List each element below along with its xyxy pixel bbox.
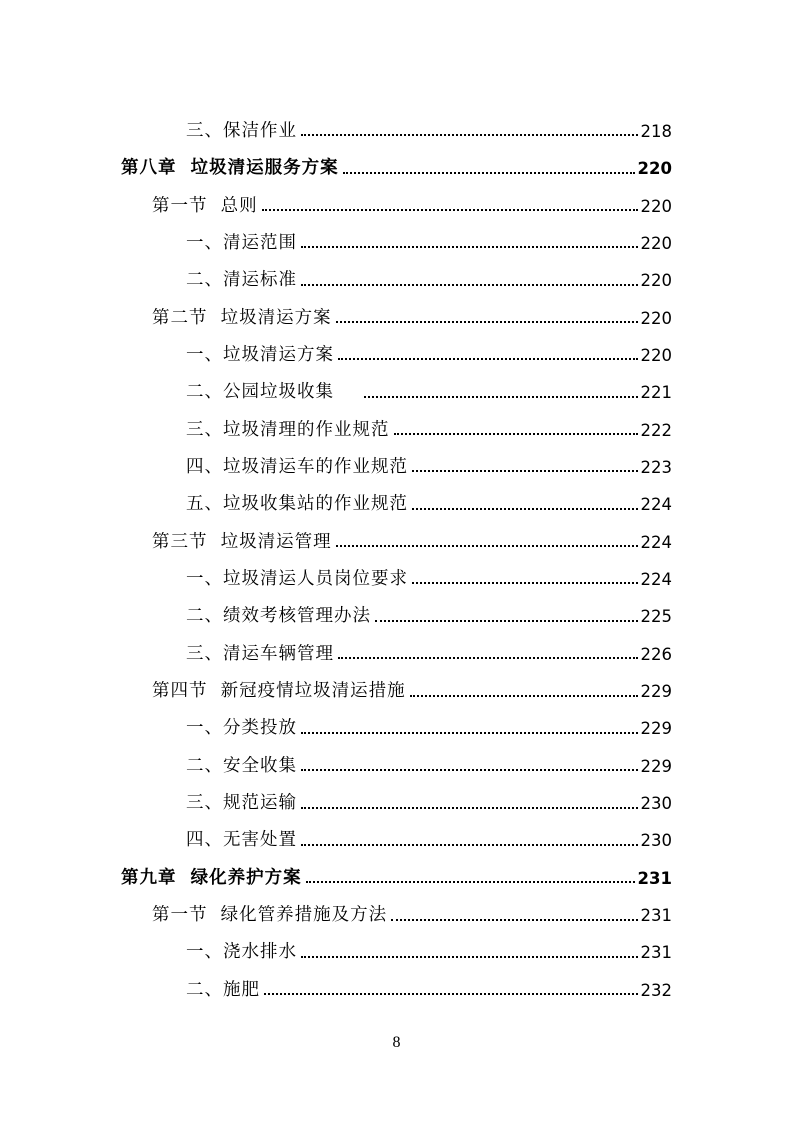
toc-entry-page-number: 220 (640, 308, 672, 328)
dot-leader (391, 919, 637, 921)
toc-entry-page-number: 232 (640, 980, 672, 1000)
toc-entry-page-number: 231 (640, 906, 672, 926)
dot-leader (338, 657, 638, 659)
toc-entry[interactable] (0, 701, 793, 738)
toc-entry[interactable] (0, 364, 793, 401)
toc-entry-page-number: 224 (640, 532, 672, 552)
toc-entry-page-number: 222 (640, 420, 672, 440)
toc-entry[interactable] (0, 925, 793, 962)
toc-entry-label: 五、垃圾收集站的作业规范 (186, 494, 408, 515)
toc-entry-page-number: 220 (640, 271, 672, 291)
toc-entry-page-number: 229 (640, 756, 672, 776)
dot-leader (301, 284, 638, 286)
toc-entry-label: 一、清运范围 (186, 232, 297, 253)
toc-entry[interactable] (0, 626, 793, 663)
toc-entry-page-number: 224 (640, 569, 672, 589)
dot-leader (306, 881, 635, 883)
toc-entry-page-number: 221 (640, 383, 672, 403)
dot-leader (394, 433, 638, 435)
toc-entry-label: 三、垃圾清理的作业规范 (186, 419, 390, 440)
dot-leader (375, 620, 638, 622)
toc-entry-page-number: 223 (640, 457, 672, 477)
toc-entry-label: 第一节 总则 (152, 195, 258, 216)
toc-entry[interactable] (0, 887, 793, 924)
toc-entry-label: 第一节 绿化管养措施及方法 (152, 905, 388, 926)
toc-entry-label: 一、分类投放 (186, 718, 297, 739)
toc-entry-label: 一、垃圾清运方案 (186, 344, 334, 365)
toc-entry-page-number: 220 (637, 159, 672, 179)
toc-entry-label: 三、规范运输 (186, 793, 297, 814)
toc-entry-label: 第九章 绿化养护方案 (121, 867, 302, 888)
dot-leader (301, 844, 638, 846)
toc-entry-label: 第八章 垃圾清运服务方案 (121, 158, 339, 179)
toc-entry[interactable] (0, 738, 793, 775)
toc-entry[interactable] (0, 588, 793, 625)
toc-entry[interactable] (0, 327, 793, 364)
toc-entry[interactable] (0, 439, 793, 476)
toc-entry-label: 二、施肥 (186, 979, 260, 1000)
toc-entry-page-number: 220 (640, 345, 672, 365)
toc-entry[interactable] (0, 140, 793, 177)
toc-entry-label: 二、公园垃圾收集 (186, 382, 361, 403)
table-of-contents (0, 103, 793, 999)
toc-entry-label: 第二节 垃圾清运方案 (152, 307, 332, 328)
toc-entry-page-number: 218 (640, 121, 672, 141)
toc-entry-label: 三、保洁作业 (186, 120, 297, 141)
dot-leader (412, 508, 638, 510)
toc-entry[interactable] (0, 850, 793, 887)
toc-entry[interactable] (0, 813, 793, 850)
toc-entry-label: 三、清运车辆管理 (186, 643, 334, 664)
toc-entry-label: 二、安全收集 (186, 755, 297, 776)
toc-entry[interactable] (0, 215, 793, 252)
dot-leader (301, 807, 638, 809)
dot-leader (338, 358, 638, 360)
toc-entry-label: 四、垃圾清运车的作业规范 (186, 456, 408, 477)
toc-entry-label: 第三节 垃圾清运管理 (152, 531, 332, 552)
toc-entry-page-number: 220 (640, 233, 672, 253)
toc-entry[interactable] (0, 962, 793, 999)
toc-entry[interactable] (0, 663, 793, 700)
toc-entry-page-number: 220 (640, 196, 672, 216)
dot-leader (336, 545, 638, 547)
toc-entry-label: 一、浇水排水 (186, 942, 297, 963)
dot-leader (412, 470, 638, 472)
toc-entry[interactable] (0, 551, 793, 588)
dot-leader (301, 246, 638, 248)
toc-entry-label: 二、绩效考核管理办法 (186, 606, 371, 627)
dot-leader (301, 769, 638, 771)
dot-leader (301, 956, 638, 958)
toc-entry-page-number: 229 (640, 719, 672, 739)
toc-entry[interactable] (0, 514, 793, 551)
toc-entry[interactable] (0, 178, 793, 215)
toc-entry-page-number: 226 (640, 644, 672, 664)
page-number: 8 (392, 1034, 401, 1051)
toc-entry-page-number: 230 (640, 831, 672, 851)
toc-entry[interactable] (0, 103, 793, 140)
toc-entry-label: 二、清运标准 (186, 270, 297, 291)
dot-leader (336, 321, 638, 323)
toc-entry-page-number: 231 (640, 943, 672, 963)
toc-entry-page-number: 225 (640, 607, 672, 627)
toc-entry-page-number: 224 (640, 495, 672, 515)
dot-leader (262, 209, 638, 211)
toc-entry[interactable] (0, 476, 793, 513)
toc-entry-page-number: 230 (640, 794, 672, 814)
toc-entry[interactable] (0, 402, 793, 439)
toc-entry-label: 第四节 新冠疫情垃圾清运措施 (152, 681, 406, 701)
toc-entry[interactable] (0, 290, 793, 327)
toc-entry-label: 一、垃圾清运人员岗位要求 (186, 568, 408, 589)
dot-leader (364, 396, 637, 398)
dot-leader (301, 732, 638, 734)
dot-leader (301, 134, 638, 136)
dot-leader (412, 582, 638, 584)
toc-entry-page-number: 229 (640, 682, 672, 701)
dot-leader (410, 695, 638, 697)
dot-leader (343, 172, 635, 174)
toc-entry-page-number: 231 (637, 868, 672, 888)
toc-entry[interactable] (0, 775, 793, 812)
dot-leader (264, 993, 638, 995)
toc-entry-label: 四、无害处置 (186, 830, 297, 851)
toc-entry[interactable] (0, 252, 793, 289)
